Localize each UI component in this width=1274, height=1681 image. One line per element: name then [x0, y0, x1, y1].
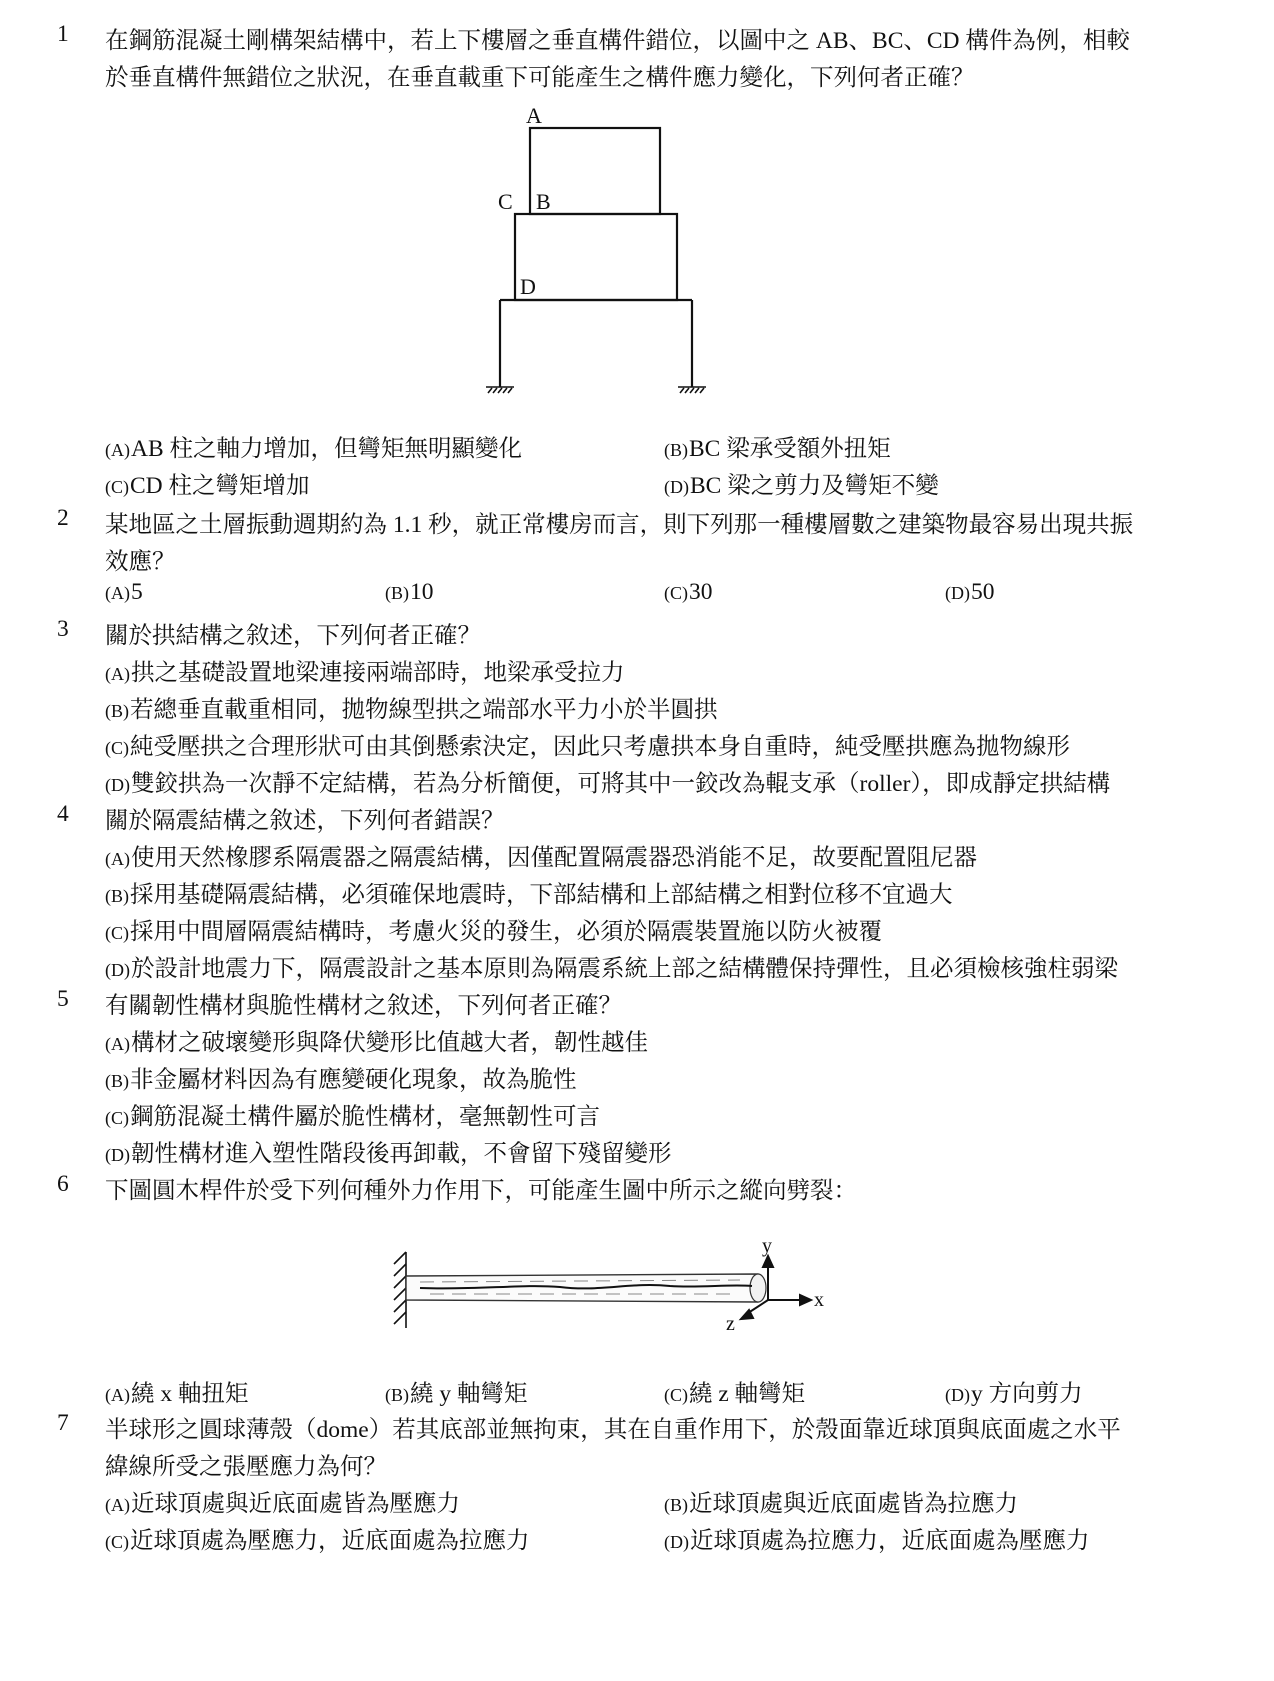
- option-d[interactable]: (D)近球頂處為拉應力，近底面處為壓應力: [664, 1528, 1090, 1554]
- option-c[interactable]: (C)鋼筋混凝土構件屬於脆性構材，毫無韌性可言: [105, 1104, 600, 1130]
- option-d[interactable]: (D)y 方向剪力: [945, 1381, 1083, 1407]
- question-number: 2: [57, 505, 69, 531]
- question-text-line: 關於隔震結構之敘述，下列何者錯誤？: [105, 808, 505, 834]
- question-text-line: 某地區之土層振動週期約為 1.1 秒，就正常樓房而言，則下列那一種樓層數之建築物最容易出現共振: [105, 512, 1134, 538]
- option-b[interactable]: (B)10: [385, 579, 434, 605]
- option-c[interactable]: (C)近球頂處為壓應力，近底面處為拉應力: [105, 1528, 530, 1554]
- question-text-line: 有關韌性構材與脆性構材之敘述，下列何者正確？: [105, 993, 622, 1019]
- option-c[interactable]: (C)繞 z 軸彎矩: [664, 1381, 806, 1407]
- option-a[interactable]: (A)近球頂處與近底面處皆為壓應力: [105, 1491, 460, 1517]
- option-c[interactable]: (C)純受壓拱之合理形狀可由其倒懸索決定，因此只考慮拱本身自重時，純受壓拱應為拋物線形: [105, 734, 1070, 760]
- option-c[interactable]: (C)30: [664, 579, 713, 605]
- option-d[interactable]: (D)韌性構材進入塑性階段後再卸載，不會留下殘留變形: [105, 1141, 672, 1167]
- option-c[interactable]: (C)採用中間層隔震結構時，考慮火災的發生，必須於隔震裝置施以防火被覆: [105, 919, 882, 945]
- label-c: C: [498, 189, 513, 214]
- option-a[interactable]: (A)拱之基礎設置地梁連接兩端部時，地梁承受拉力: [105, 660, 625, 686]
- question-number: 7: [57, 1410, 69, 1436]
- axis-label-z: z: [726, 1313, 735, 1335]
- option-b[interactable]: (B)近球頂處與近底面處皆為拉應力: [664, 1491, 1018, 1517]
- option-b[interactable]: (B)非金屬材料因為有應變硬化現象，故為脆性: [105, 1067, 577, 1093]
- question-text-line: 於垂直構件無錯位之狀況，在垂直載重下可能產生之構件應力變化，下列何者正確？: [105, 65, 975, 91]
- question-number: 1: [57, 21, 69, 47]
- axis-label-y: y: [762, 1235, 772, 1257]
- axis-label-x: x: [814, 1289, 824, 1311]
- option-b[interactable]: (B)採用基礎隔震結構，必須確保地震時，下部結構和上部結構之相對位移不宜過大: [105, 882, 953, 908]
- label-a: A: [526, 103, 542, 128]
- option-d[interactable]: (D)於設計地震力下，隔震設計之基本原則為隔震系統上部之結構體保持彈性，且必須檢核強柱弱梁: [105, 956, 1118, 982]
- question-text-line: 半球形之圓球薄殼（dome）若其底部並無拘束，其在自重作用下，於殼面靠近球頂與底面處之水平: [105, 1417, 1121, 1443]
- option-b[interactable]: (B)BC 梁承受額外扭矩: [664, 436, 891, 462]
- option-d[interactable]: (D)50: [945, 579, 995, 605]
- option-a[interactable]: (A)5: [105, 579, 143, 605]
- question-number: 6: [57, 1171, 69, 1197]
- question-number: 3: [57, 616, 69, 642]
- option-d[interactable]: (D)雙鉸拱為一次靜不定結構，若為分析簡便，可將其中一鉸改為輥支承（roller），即成靜定拱結構: [105, 771, 1111, 797]
- question-number: 4: [57, 801, 69, 827]
- label-d: D: [520, 274, 536, 299]
- question-text-line: 關於拱結構之敘述，下列何者正確？: [105, 623, 481, 649]
- question-text-line: 緯線所受之張壓應力為何？: [105, 1454, 387, 1480]
- option-a[interactable]: (A)AB 柱之軸力增加，但彎矩無明顯變化: [105, 436, 523, 462]
- option-c[interactable]: (C)CD 柱之彎矩增加: [105, 473, 310, 499]
- question-text-line: 在鋼筋混凝土剛構架結構中，若上下樓層之垂直構件錯位，以圖中之 AB、BC、CD 構件為例，相較: [105, 28, 1130, 54]
- label-b: B: [536, 189, 551, 214]
- question-number: 5: [57, 986, 69, 1012]
- option-b[interactable]: (B)繞 y 軸彎矩: [385, 1381, 528, 1407]
- option-a[interactable]: (A)繞 x 軸扭矩: [105, 1381, 249, 1407]
- question-text-line: 效應？: [105, 549, 176, 575]
- option-a[interactable]: (A)使用天然橡膠系隔震器之隔震結構，因僅配置隔震器恐消能不足，故要配置阻尼器: [105, 845, 977, 871]
- frame-diagram-main: [480, 100, 740, 420]
- timber-rod-diagram: [390, 1230, 870, 1340]
- option-b[interactable]: (B)若總垂直載重相同，拋物線型拱之端部水平力小於半圓拱: [105, 697, 718, 723]
- question-text-line: 下圖圓木桿件於受下列何種外力作用下，可能產生圖中所示之縱向劈裂：: [105, 1178, 857, 1204]
- option-a[interactable]: (A)構材之破壞變形與降伏變形比值越大者，韌性越佳: [105, 1030, 648, 1056]
- option-d[interactable]: (D)BC 梁之剪力及彎矩不變: [664, 473, 939, 499]
